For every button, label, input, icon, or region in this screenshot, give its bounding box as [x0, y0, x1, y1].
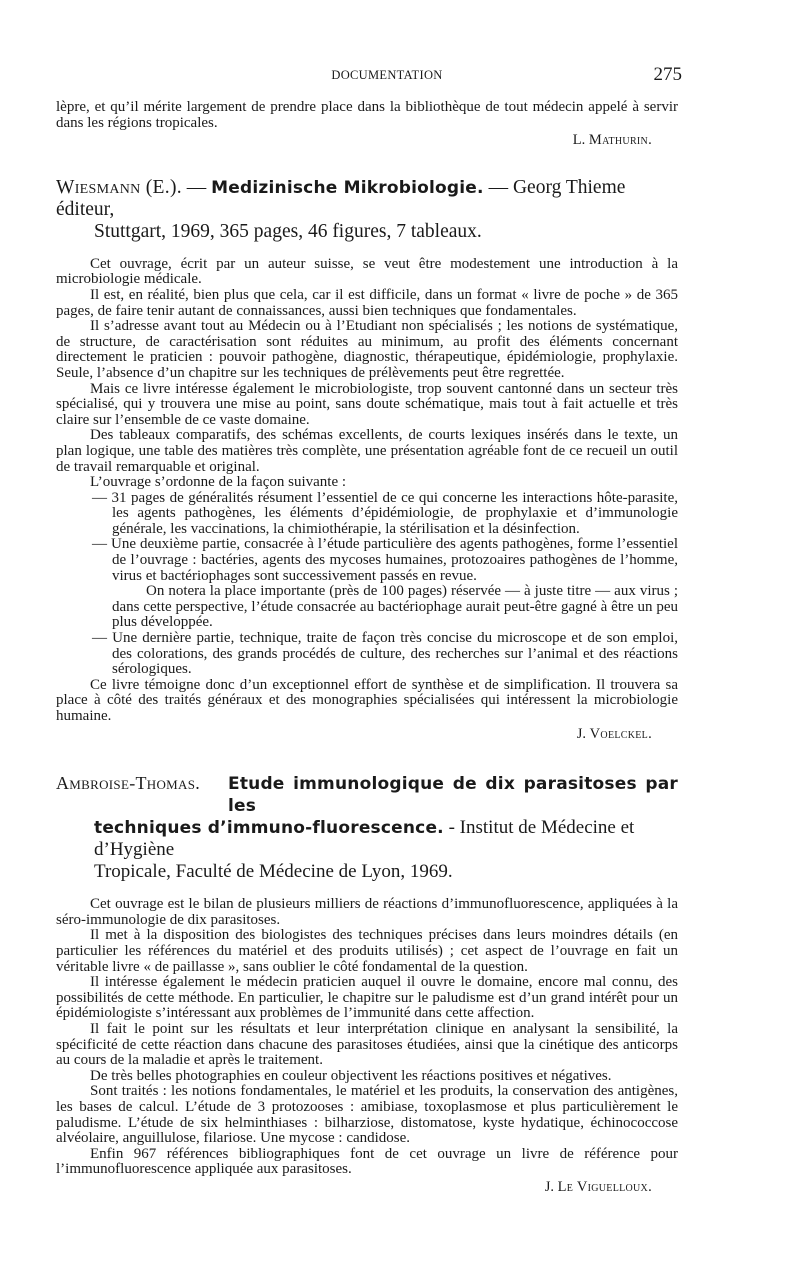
paragraph: Il fait le point sur les résultats et leur interprétation clinique en analysant la sensibilité, la spécificité de cette réaction dans chacune des parasitoses étudiées, ainsi que la cinétique des anticorps au cours de la maladie et après le traitement.: [56, 1020, 678, 1069]
review-title-line-1: Etude immunologique de dix parasitoses par les: [228, 774, 678, 817]
review-publisher-2: Tropicale, Faculté de Médecine de Lyon, 1969.: [94, 861, 453, 883]
review-author: Ambroise-Thomas.: [56, 773, 201, 794]
paragraph: L’ouvrage s’ordonne de la façon suivante :: [90, 474, 347, 491]
signature-initial: J.: [576, 725, 587, 742]
review-publisher-1: — Georg Thieme éditeur,: [56, 176, 626, 220]
review-title-line-2: techniques d’immuno-fluorescence.: [94, 818, 444, 839]
list-item: — Une deuxième partie, consacrée à l’étude particulière des agents pathogènes, forme l’essentiel de l’ouvrage : bactéries, agents des mycoses humaines, protozoaires pathogènes de l’homme, virus et bactériophages sont successivement passés en revue.: [92, 536, 678, 584]
list-note: On notera la place importante (près de 100 pages) réservée — à juste titre — aux virus ; dans cette perspective, l’étude consacrée au bactériophage aurait peut-être gagné à être un peu plus développée.: [112, 583, 678, 631]
paragraph: Il met à la disposition des biologistes des techniques précises dans leurs moindres détails (en particulier les références du matériel et des produits utilisés) ; cet aspect de l’ouvrage en fait un véritable livre « de paillasse », sans oublier le côté fondamental de la question.: [56, 927, 678, 975]
paragraph: Des tableaux comparatifs, des schémas excellents, de courts lexiques insérés dans le texte, un plan logique, une table des matières très complète, une présentation agréable font de ce recueil un outil de travail remarquable et original.: [56, 427, 678, 475]
review-signature: [56, 1180, 678, 1196]
paragraph: Il s’adresse avant tout au Médecin ou à l’Etudiant non spécialisés ; les notions de systématique, de structure, de caractérisation sont réduites au minimum, au profit des éléments concernant directement le praticien : pouvoir pathogène, diagnostic, thérapeutique, épidémiologie, prophylaxie. Seule, l’absence d’un chapitre sur les techniques de prélèvements peut être regrettée.: [56, 318, 678, 381]
review-ambroise-thomas: [56, 772, 678, 1195]
paragraph: De très belles photographies en couleur objectivent les réactions positives et négatives.: [90, 1067, 612, 1084]
paragraph: Cet ouvrage est le bilan de plusieurs milliers de réactions d’immunofluorescence, appliquées à la séro-immunologie de dix parasitoses.: [56, 896, 678, 928]
review-signature: [56, 727, 678, 743]
page-header: [92, 64, 682, 86]
paragraph: Cet ouvrage, écrit par un auteur suisse, se veut être modestement une introduction à la microbiologie médicale.: [56, 255, 678, 288]
paragraph: Il intéresse également le médecin praticien auquel il ouvre le domaine, encore mal connu, des possibilités de cette méthode. En particulier, le chapitre sur le paludisme est d’un grand intérêt pour un épidémiologiste s’intéressant aux problèmes de l’immunité dans cette affection.: [56, 974, 678, 1022]
review-title: Medizinische Mikrobiologie.: [211, 177, 484, 198]
review-wiesmann: [56, 177, 678, 742]
review-heading: [56, 177, 678, 243]
paragraph: Mais ce livre intéresse également le microbiologiste, trop souvent cantonné dans un secteur très spécialisé, qui y trouvera une mise au point, sans doute schématique, mais tout à fait actuelle et très claire sur l’ensemble de ce vaste domaine.: [56, 380, 678, 428]
paragraph: lèpre, et qu’il mérite largement de prendre place dans la bibliothèque de tout médecin appelé à servir dans les régions tropicales.: [56, 99, 678, 131]
signature-name: Voelckel.: [589, 725, 652, 742]
review-publisher-1: - Institut de Médecine et d’Hygiène: [94, 817, 635, 861]
page-content: [56, 100, 678, 1195]
signature-initial: L.: [572, 132, 586, 149]
signature-name: Le Viguelloux.: [557, 1178, 652, 1195]
heading-dash: —: [181, 176, 212, 198]
page-number: 275: [653, 64, 682, 85]
previous-review-end: [56, 100, 678, 149]
review-publisher-2: Stuttgart, 1969, 365 pages, 46 figures, 7 tableaux.: [94, 220, 482, 242]
list-item: — 31 pages de généralités résument l’essentiel de ce qui concerne les interactions hôte-parasite, les agents pathogènes, les éléments d’épidémiologie, de prophylaxie et d’immunologie générale, les vaccinations, la chimiothérapie, la stérilisation et la désinfection.: [92, 489, 678, 537]
signature-name: Mathurin.: [588, 132, 652, 149]
paragraph: Ce livre témoigne donc d’un exceptionnel effort de synthèse et de simplification. Il trouvera sa place à côté des traités généraux et des monographies spécialisées qui intéressent la microbiologie humaine.: [56, 676, 678, 724]
list-item: — Une dernière partie, technique, traite de façon très concise du microscope et de son emploi, des colorations, des grands procédés de culture, des recherches sur l’animal et des réactions sérologiques.: [92, 630, 678, 678]
paragraph: Il est, en réalité, bien plus que cela, car il est difficile, dans un format « livre de poche » de 365 pages, de faire tenir autant de connaissances, aussi bien techniques que fondamentales.: [56, 286, 678, 319]
review-heading: [56, 772, 678, 883]
running-title: DOCUMENTATION: [331, 68, 443, 82]
paragraph: Enfin 967 références bibliographiques font de cet ouvrage un livre de référence pour l’immunofluorescence appliquée aux parasitoses.: [56, 1145, 678, 1178]
review-author: Wiesmann (E.).: [56, 176, 182, 198]
signature-initial: J.: [544, 1178, 554, 1195]
review-signature: [56, 133, 678, 149]
paragraph: Sont traités : les notions fondamentales, le matériel et les produits, la conservation des antigènes, les bases de calcul. L’étude de 3 protozooses : amibiase, toxoplasmose et plus particulièrement le paludisme. L’étude de six helminthiases : bilharziose, distomatose, kyste hydatique, échinococcose alvéolaire, anguillulose, filariose. Une mycose : candidose.: [56, 1083, 678, 1147]
